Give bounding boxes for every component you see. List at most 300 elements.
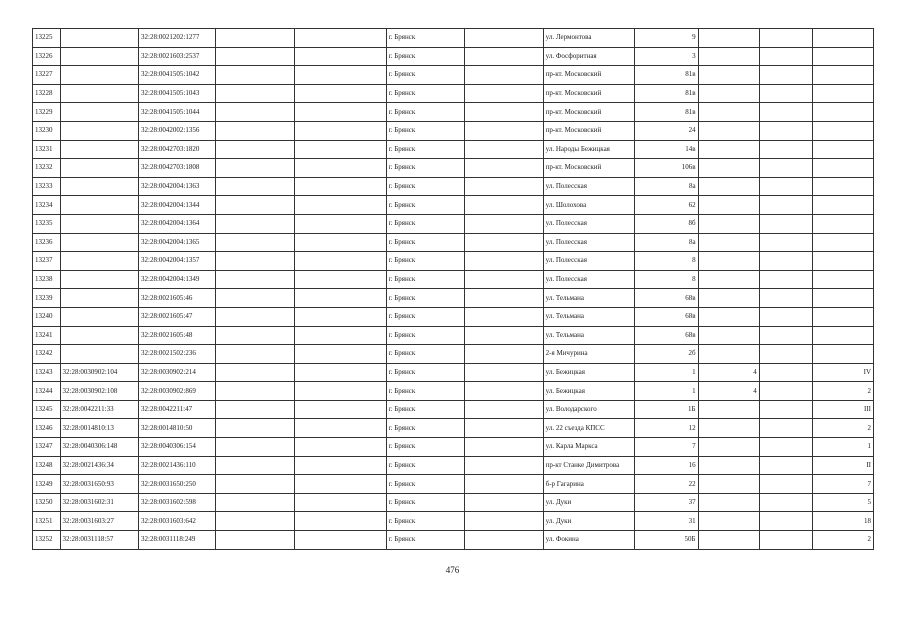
table-row (33, 307, 874, 326)
table-row (33, 233, 874, 252)
cell-street: пр-кт Станке Димитрова (543, 456, 635, 475)
cell-premises: III (812, 400, 873, 419)
cell-old-cadastral-number (60, 84, 138, 103)
cell-cadastral-number: 32:28:0042004:1357 (139, 252, 216, 271)
cell-cadastral-number: 32:28:0040306:154 (139, 438, 216, 457)
cell-empty (759, 252, 812, 271)
cell-empty (465, 307, 543, 326)
cell-id: 13247 (33, 438, 61, 457)
registry-table (32, 28, 874, 550)
cell-empty (216, 345, 294, 364)
cell-empty (216, 233, 294, 252)
cell-city: г. Брянск (386, 493, 464, 512)
cell-premises: 2 (812, 531, 873, 550)
cell-street: ул. Народы Бежицкая (543, 140, 635, 159)
cell-empty (465, 456, 543, 475)
cell-building (698, 326, 759, 345)
cell-cadastral-number: 32:28:0042002:1356 (139, 121, 216, 140)
cell-empty (216, 29, 294, 48)
cell-city: г. Брянск (386, 140, 464, 159)
cell-city: г. Брянск (386, 196, 464, 215)
cell-old-cadastral-number: 32:28:0021436:34 (60, 456, 138, 475)
table-row (33, 493, 874, 512)
cell-empty (294, 233, 386, 252)
cell-id: 13229 (33, 103, 61, 122)
cell-empty (465, 29, 543, 48)
cell-premises (812, 103, 873, 122)
cell-building (698, 29, 759, 48)
cell-premises: 5 (812, 493, 873, 512)
cell-premises (812, 177, 873, 196)
table-row (33, 456, 874, 475)
cell-city: г. Брянск (386, 103, 464, 122)
cell-old-cadastral-number: 32:28:0031603:27 (60, 512, 138, 531)
cell-city: г. Брянск (386, 438, 464, 457)
cell-empty (465, 512, 543, 531)
cell-building (698, 400, 759, 419)
cell-id: 13250 (33, 493, 61, 512)
cell-empty (759, 140, 812, 159)
cell-street: ул. Полесская (543, 233, 635, 252)
cell-old-cadastral-number: 32:28:0030902:104 (60, 363, 138, 382)
cell-city: г. Брянск (386, 419, 464, 438)
cell-empty (216, 493, 294, 512)
cell-street: пр-кт. Московский (543, 121, 635, 140)
cell-empty (216, 382, 294, 401)
cell-house: 14в (635, 140, 698, 159)
cell-cadastral-number: 32:28:0041505:1043 (139, 84, 216, 103)
cell-id: 13252 (33, 531, 61, 550)
cell-street: ул. Полесская (543, 252, 635, 271)
cell-empty (216, 307, 294, 326)
cell-house: 8 (635, 252, 698, 271)
cell-empty (294, 214, 386, 233)
table-row (33, 196, 874, 215)
cell-empty (216, 121, 294, 140)
cell-building: 4 (698, 382, 759, 401)
cell-empty (465, 438, 543, 457)
cell-cadastral-number: 32:28:0021202:1277 (139, 29, 216, 48)
cell-city: г. Брянск (386, 345, 464, 364)
cell-id: 13240 (33, 307, 61, 326)
cell-empty (216, 252, 294, 271)
cell-old-cadastral-number: 32:28:0014810:13 (60, 419, 138, 438)
cell-building (698, 456, 759, 475)
cell-house: 31 (635, 512, 698, 531)
cell-premises (812, 233, 873, 252)
cell-id: 13235 (33, 214, 61, 233)
cell-old-cadastral-number (60, 159, 138, 178)
cell-city: г. Брянск (386, 121, 464, 140)
cell-id: 13238 (33, 270, 61, 289)
cell-building (698, 289, 759, 308)
cell-empty (465, 493, 543, 512)
cell-premises (812, 121, 873, 140)
table-row (33, 121, 874, 140)
cell-id: 13237 (33, 252, 61, 271)
cell-premises (812, 326, 873, 345)
cell-cadastral-number: 32:28:0021603:2537 (139, 47, 216, 66)
cell-empty (294, 326, 386, 345)
cell-empty (759, 121, 812, 140)
cell-old-cadastral-number: 32:28:0040306:148 (60, 438, 138, 457)
cell-empty (465, 159, 543, 178)
cell-empty (759, 29, 812, 48)
cell-street: ул. Карла Маркса (543, 438, 635, 457)
cell-empty (465, 177, 543, 196)
cell-empty (294, 438, 386, 457)
cell-house: 1Б (635, 400, 698, 419)
cell-empty (294, 84, 386, 103)
cell-id: 13227 (33, 66, 61, 85)
cell-house: 24 (635, 121, 698, 140)
cell-city: г. Брянск (386, 177, 464, 196)
cell-building (698, 177, 759, 196)
cell-empty (465, 382, 543, 401)
cell-empty (294, 307, 386, 326)
cell-house: 81в (635, 84, 698, 103)
cell-street: пр-кт. Московский (543, 66, 635, 85)
cell-id: 13226 (33, 47, 61, 66)
cell-city: г. Брянск (386, 84, 464, 103)
cell-street: ул. Дуки (543, 512, 635, 531)
cell-empty (294, 270, 386, 289)
cell-building (698, 159, 759, 178)
cell-empty (216, 326, 294, 345)
cell-building (698, 493, 759, 512)
cell-premises (812, 196, 873, 215)
cell-premises: II (812, 456, 873, 475)
cell-building (698, 233, 759, 252)
cell-building (698, 84, 759, 103)
cell-empty (759, 270, 812, 289)
cell-building (698, 103, 759, 122)
cell-city: г. Брянск (386, 363, 464, 382)
cell-street: ул. Тельмана (543, 326, 635, 345)
cell-cadastral-number: 32:28:0031118:249 (139, 531, 216, 550)
cell-id: 13249 (33, 475, 61, 494)
cell-premises (812, 307, 873, 326)
cell-empty (216, 400, 294, 419)
cell-building (698, 196, 759, 215)
cell-city: г. Брянск (386, 289, 464, 308)
cell-cadastral-number: 32:28:0021436:110 (139, 456, 216, 475)
cell-cadastral-number: 32:28:0021502:236 (139, 345, 216, 364)
cell-old-cadastral-number: 32:28:0031118:57 (60, 531, 138, 550)
cell-empty (216, 475, 294, 494)
cell-cadastral-number: 32:28:0042004:1344 (139, 196, 216, 215)
cell-cadastral-number: 32:28:0031602:598 (139, 493, 216, 512)
cell-empty (465, 66, 543, 85)
cell-empty (216, 363, 294, 382)
cell-empty (759, 196, 812, 215)
cell-old-cadastral-number (60, 196, 138, 215)
cell-premises: 7 (812, 475, 873, 494)
cell-empty (759, 512, 812, 531)
cell-street: ул. 22 съезда КПСС (543, 419, 635, 438)
table-row (33, 270, 874, 289)
cell-empty (759, 419, 812, 438)
cell-empty (759, 345, 812, 364)
cell-street: ул. Полесская (543, 214, 635, 233)
cell-premises (812, 345, 873, 364)
cell-id: 13245 (33, 400, 61, 419)
cell-city: г. Брянск (386, 214, 464, 233)
cell-id: 13228 (33, 84, 61, 103)
cell-premises: IV (812, 363, 873, 382)
cell-empty (759, 214, 812, 233)
cell-street: 2-я Мичурина (543, 345, 635, 364)
page-number: 476 (445, 565, 460, 575)
cell-empty (465, 140, 543, 159)
cell-empty (216, 531, 294, 550)
cell-premises (812, 47, 873, 66)
cell-empty (465, 233, 543, 252)
cell-empty (294, 493, 386, 512)
cell-empty (294, 66, 386, 85)
cell-street: ул. Полесская (543, 270, 635, 289)
cell-empty (294, 475, 386, 494)
cell-house: 62 (635, 196, 698, 215)
table-row (33, 382, 874, 401)
table-row (33, 512, 874, 531)
cell-empty (216, 66, 294, 85)
table-row (33, 252, 874, 271)
cell-street: ул. Володарского (543, 400, 635, 419)
cell-building (698, 512, 759, 531)
cell-building (698, 307, 759, 326)
cell-empty (465, 84, 543, 103)
table-row (33, 140, 874, 159)
cell-house: 8а (635, 177, 698, 196)
cell-street: ул. Лермонтова (543, 29, 635, 48)
cell-empty (294, 400, 386, 419)
cell-building (698, 475, 759, 494)
cell-cadastral-number: 32:28:0042004:1363 (139, 177, 216, 196)
cell-building (698, 438, 759, 457)
cell-id: 13225 (33, 29, 61, 48)
table-row (33, 103, 874, 122)
cell-premises: 1 (812, 438, 873, 457)
cell-empty (759, 66, 812, 85)
cell-house: 37 (635, 493, 698, 512)
cell-city: г. Брянск (386, 252, 464, 271)
cell-building (698, 270, 759, 289)
cell-empty (465, 419, 543, 438)
cell-house: 1 (635, 363, 698, 382)
cell-empty (465, 475, 543, 494)
cell-id: 13231 (33, 140, 61, 159)
cell-empty (759, 159, 812, 178)
cell-old-cadastral-number (60, 233, 138, 252)
cell-empty (759, 177, 812, 196)
cell-house: 22 (635, 475, 698, 494)
cell-city: г. Брянск (386, 159, 464, 178)
cell-building (698, 252, 759, 271)
cell-empty (294, 531, 386, 550)
cell-empty (759, 289, 812, 308)
cell-house: 1 (635, 382, 698, 401)
cell-empty (216, 47, 294, 66)
cell-empty (759, 103, 812, 122)
cell-empty (294, 512, 386, 531)
table-row (33, 438, 874, 457)
cell-building (698, 47, 759, 66)
cell-empty (465, 400, 543, 419)
cell-cadastral-number: 32:28:0031650:250 (139, 475, 216, 494)
cell-premises (812, 84, 873, 103)
table-row (33, 475, 874, 494)
cell-old-cadastral-number (60, 103, 138, 122)
cell-cadastral-number: 32:28:0030902:214 (139, 363, 216, 382)
cell-street: ул. Бежицкая (543, 363, 635, 382)
cell-empty (216, 270, 294, 289)
cell-empty (465, 47, 543, 66)
cell-empty (759, 456, 812, 475)
table-row (33, 363, 874, 382)
cell-cadastral-number: 32:28:0031603:642 (139, 512, 216, 531)
cell-city: г. Брянск (386, 47, 464, 66)
cell-street: пр-кт. Московский (543, 103, 635, 122)
cell-empty (294, 456, 386, 475)
cell-city: г. Брянск (386, 233, 464, 252)
cell-empty (294, 382, 386, 401)
table-row (33, 419, 874, 438)
cell-cadastral-number: 32:28:0041505:1044 (139, 103, 216, 122)
cell-empty (759, 326, 812, 345)
cell-empty (216, 512, 294, 531)
cell-cadastral-number: 32:28:0042004:1365 (139, 233, 216, 252)
cell-empty (465, 345, 543, 364)
cell-building (698, 121, 759, 140)
cell-premises (812, 66, 873, 85)
cell-house: 12 (635, 419, 698, 438)
cell-empty (294, 140, 386, 159)
cell-cadastral-number: 32:28:0042004:1364 (139, 214, 216, 233)
cell-old-cadastral-number (60, 252, 138, 271)
cell-house: 16 (635, 456, 698, 475)
cell-cadastral-number: 32:28:0021605:47 (139, 307, 216, 326)
cell-city: г. Брянск (386, 400, 464, 419)
cell-city: г. Брянск (386, 475, 464, 494)
cell-city: г. Брянск (386, 307, 464, 326)
cell-empty (759, 47, 812, 66)
table-row (33, 289, 874, 308)
cell-id: 13239 (33, 289, 61, 308)
cell-premises (812, 159, 873, 178)
cell-empty (465, 363, 543, 382)
table-row (33, 214, 874, 233)
table-row (33, 159, 874, 178)
cell-empty (759, 475, 812, 494)
table-row (33, 29, 874, 48)
cell-id: 13230 (33, 121, 61, 140)
cell-street: ул. Полесская (543, 177, 635, 196)
cell-empty (759, 307, 812, 326)
cell-empty (465, 103, 543, 122)
cell-id: 13234 (33, 196, 61, 215)
cell-street: ул. Тельмана (543, 307, 635, 326)
cell-premises (812, 214, 873, 233)
table-row (33, 66, 874, 85)
cell-premises (812, 140, 873, 159)
cell-old-cadastral-number: 32:28:0031602:31 (60, 493, 138, 512)
cell-old-cadastral-number: 32:28:0031650:93 (60, 475, 138, 494)
cell-empty (216, 84, 294, 103)
cell-id: 13233 (33, 177, 61, 196)
cell-street: ул. Фосфоритная (543, 47, 635, 66)
cell-empty (465, 196, 543, 215)
cell-old-cadastral-number (60, 121, 138, 140)
cell-house: 81в (635, 103, 698, 122)
cell-house: 81в (635, 66, 698, 85)
cell-house: 50Б (635, 531, 698, 550)
cell-premises: 2 (812, 382, 873, 401)
cell-street: б-р Гагарина (543, 475, 635, 494)
cell-street: ул. Шолохова (543, 196, 635, 215)
cell-cadastral-number: 32:28:0042004:1349 (139, 270, 216, 289)
cell-empty (294, 103, 386, 122)
cell-house: 7 (635, 438, 698, 457)
cell-empty (216, 438, 294, 457)
cell-empty (759, 382, 812, 401)
cell-street: ул. Дуки (543, 493, 635, 512)
cell-empty (759, 84, 812, 103)
cell-empty (216, 419, 294, 438)
cell-empty (294, 177, 386, 196)
cell-old-cadastral-number (60, 47, 138, 66)
cell-empty (759, 493, 812, 512)
cell-empty (294, 196, 386, 215)
cell-old-cadastral-number (60, 345, 138, 364)
cell-house: 8б (635, 214, 698, 233)
cell-street: ул. Бежицкая (543, 382, 635, 401)
table-row (33, 531, 874, 550)
cell-cadastral-number: 32:28:0042703:1820 (139, 140, 216, 159)
cell-empty (759, 438, 812, 457)
cell-empty (216, 196, 294, 215)
cell-empty (465, 289, 543, 308)
table-row (33, 400, 874, 419)
cell-cadastral-number: 32:28:0042703:1808 (139, 159, 216, 178)
cell-cadastral-number: 32:28:0030902:869 (139, 382, 216, 401)
cell-id: 13243 (33, 363, 61, 382)
cell-empty (465, 531, 543, 550)
table-row (33, 177, 874, 196)
cell-building: 4 (698, 363, 759, 382)
cell-empty (759, 400, 812, 419)
cell-empty (759, 363, 812, 382)
cell-id: 13242 (33, 345, 61, 364)
table-row (33, 47, 874, 66)
cell-empty (294, 345, 386, 364)
cell-building (698, 214, 759, 233)
cell-house: 2б (635, 345, 698, 364)
cell-cadastral-number: 32:28:0021605:46 (139, 289, 216, 308)
cell-house: 68в (635, 307, 698, 326)
cell-street: ул. Фокина (543, 531, 635, 550)
cell-cadastral-number: 32:28:0014810:50 (139, 419, 216, 438)
cell-id: 13244 (33, 382, 61, 401)
cell-house: 68в (635, 326, 698, 345)
table-row (33, 84, 874, 103)
cell-old-cadastral-number (60, 140, 138, 159)
cell-empty (465, 214, 543, 233)
cell-empty (759, 531, 812, 550)
cell-cadastral-number: 32:28:0041505:1042 (139, 66, 216, 85)
cell-old-cadastral-number (60, 66, 138, 85)
cell-premises (812, 289, 873, 308)
